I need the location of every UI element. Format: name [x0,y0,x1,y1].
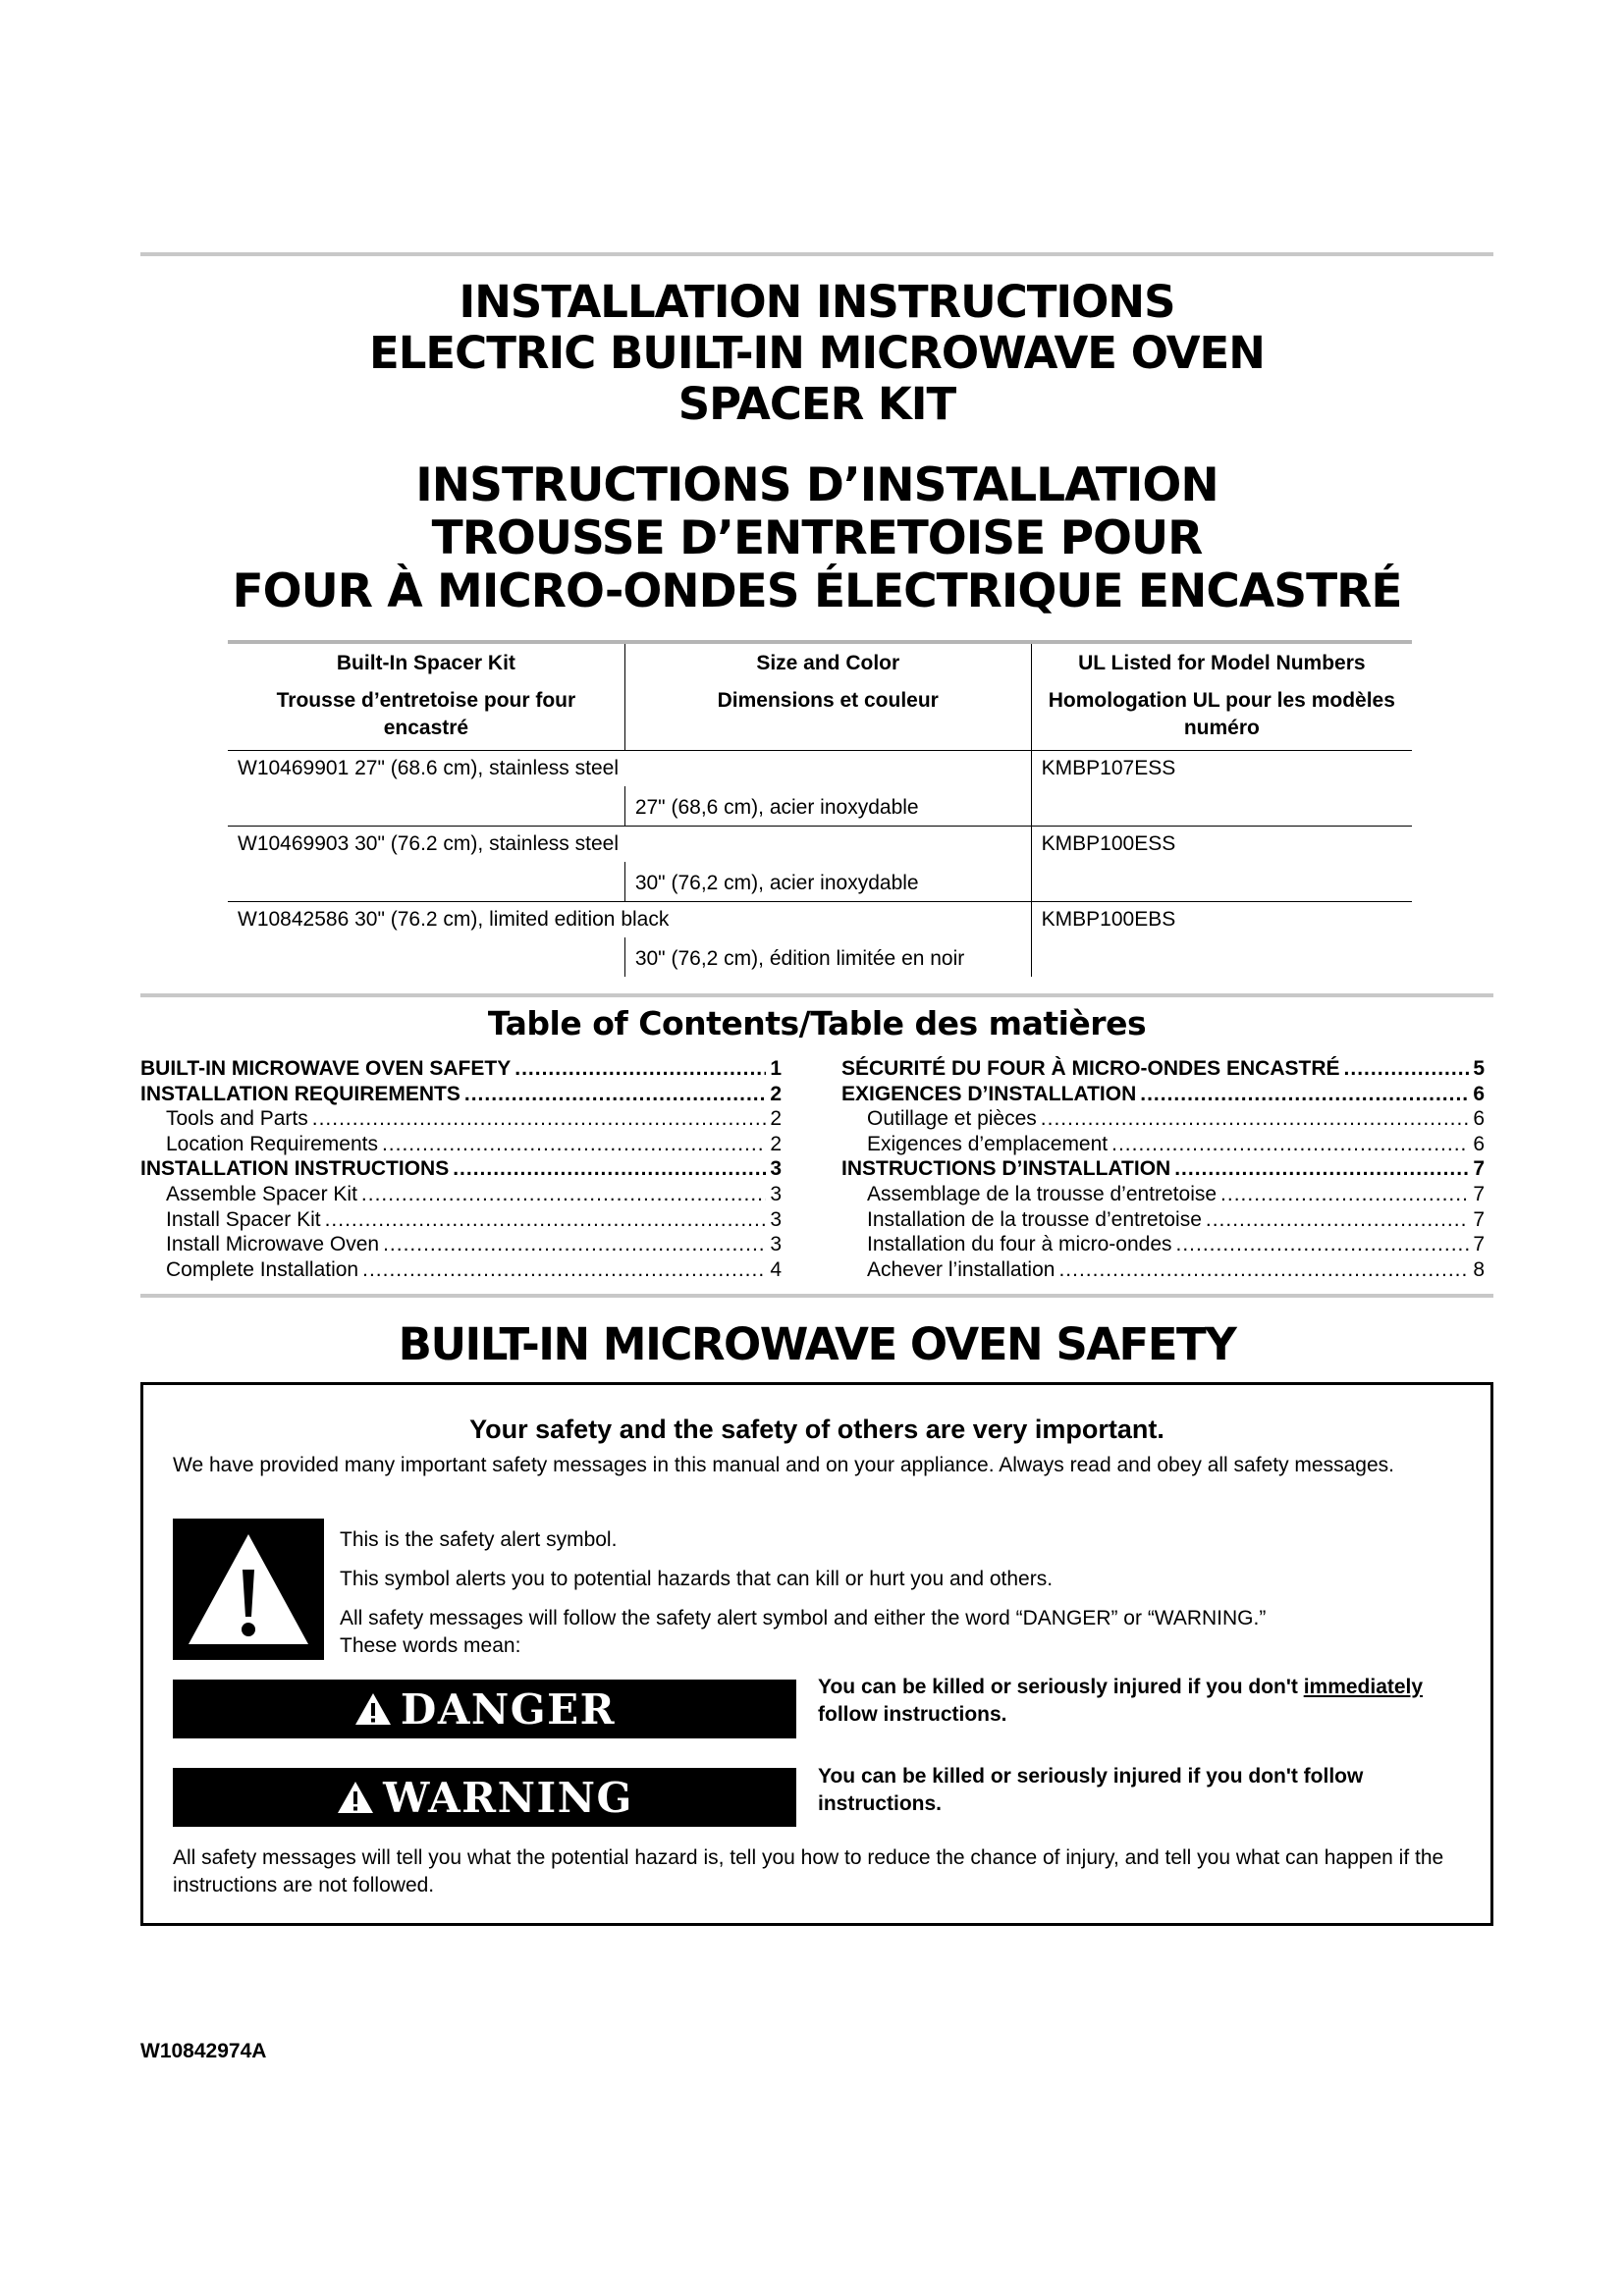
toc-leader-dots [1176,1232,1470,1257]
warning-alert-icon [336,1780,375,1815]
danger-text-emph: immediately [1303,1676,1424,1698]
header-ul: UL Listed for Model Numbers [1031,642,1412,685]
toc-entry[interactable] [841,1132,1485,1157]
toc-entry[interactable] [841,1207,1485,1233]
header-kit-fr: Trousse d’entretoise pour four encastré [228,685,624,751]
toc-entry[interactable] [140,1082,782,1107]
empty-cell [1031,937,1412,977]
toc-entry-label: Install Microwave Oven [166,1233,380,1256]
toc-entry-page: 2 [770,1132,782,1155]
toc-entry-page: 7 [1473,1233,1485,1256]
table-row [228,827,1412,863]
toc-leader-dots [1041,1106,1470,1132]
toc-leader-dots [1206,1207,1469,1233]
safety-heading: BUILT-IN MICROWAVE OVEN SAFETY [398,1318,1236,1370]
toc-entry-label: Installation du four à micro-ondes [867,1233,1172,1256]
toc-entry-label: Assemblage de la trousse d’entretoise [867,1182,1218,1205]
danger-label-bar [173,1680,796,1738]
kit-table-header-en [228,642,1412,685]
header-size: Size and Color [624,642,1031,685]
safety-alert-symbol-icon [173,1519,324,1660]
toc-entry-page: 6 [1473,1132,1485,1155]
alert-line-3: All safety messages will follow the safety alert symbol and either the word “DANGER” or “WARNING.” [340,1607,1267,1629]
toc-entry-page: 7 [1473,1157,1485,1181]
document-number: W10842974A [140,2040,267,2062]
danger-label: DANGER [400,1684,617,1734]
toc-leader-dots [361,1182,766,1207]
title-en-line-1: INSTALLATION INSTRUCTIONS [459,276,1175,328]
empty-cell [1031,786,1412,827]
danger-description [818,1674,1476,1729]
spacer-kit-table [228,640,1412,977]
alert-line-4: These words mean: [340,1634,521,1657]
toc-entry-label: INSTALLATION INSTRUCTIONS [140,1157,450,1181]
warning-label: WARNING [383,1773,633,1822]
safety-box-title: Your safety and the safety of others are very important. [469,1415,1164,1444]
toc-entry-label: EXIGENCES D’INSTALLATION [841,1082,1137,1105]
title-fr-line-1: INSTRUCTIONS D’INSTALLATION [415,458,1218,512]
toc-leader-dots [1140,1082,1469,1107]
toc-entry-page: 7 [1473,1182,1485,1205]
toc-bottom-divider [140,1294,1493,1298]
toc-entry-page: 2 [770,1082,782,1105]
toc-entry-page: 6 [1473,1107,1485,1131]
toc-entry-label: Exigences d’emplacement [867,1132,1109,1155]
toc-leader-dots [464,1082,766,1107]
empty-cell [1031,862,1412,902]
empty-cell [228,786,624,827]
toc-entry-page: 2 [770,1107,782,1131]
toc-entry-label: Install Spacer Kit [166,1207,321,1231]
toc-leader-dots [1220,1182,1469,1207]
toc-entry[interactable] [841,1182,1485,1207]
toc-entry-page: 7 [1473,1207,1485,1231]
toc-french [841,1056,1485,1282]
toc-entry[interactable] [140,1106,782,1132]
empty-cell [228,862,624,902]
size-fr-cell: 30" (76,2 cm), acier inoxydable [624,862,1031,902]
table-row [228,786,1412,827]
toc-english [140,1056,782,1282]
toc-entry[interactable] [140,1257,782,1283]
toc-title: Table of Contents/Table des matières [487,1004,1147,1042]
toc-entry-label: SÉCURITÉ DU FOUR À MICRO-ONDES ENCASTRÉ [841,1057,1340,1080]
alert-line-1: This is the safety alert symbol. [340,1528,618,1551]
empty-cell [228,937,624,977]
toc-entry-label: INSTALLATION REQUIREMENTS [140,1082,460,1105]
warning-label-bar [173,1768,796,1827]
toc-entry[interactable] [841,1056,1485,1082]
toc-leader-dots [514,1056,766,1082]
toc-leader-dots [1344,1056,1470,1082]
toc-entry-page: 8 [1473,1257,1485,1281]
toc-leader-dots [382,1132,766,1157]
toc-entry-label: Complete Installation [166,1257,359,1281]
safety-box [140,1382,1493,1926]
toc-leader-dots [362,1257,766,1283]
toc-entry-label: Achever l’installation [867,1257,1056,1281]
table-row [228,902,1412,938]
model-cell: KMBP100ESS [1041,832,1176,855]
warning-description: You can be killed or seriously injured if you don't follow instructions. [818,1765,1364,1815]
toc-entry[interactable] [841,1106,1485,1132]
alert-explanation [340,1526,1439,1660]
toc-entry[interactable] [140,1156,782,1182]
title-english [140,277,1493,430]
toc-entry-page: 1 [770,1057,782,1080]
toc-leader-dots [383,1232,766,1257]
toc-entry-page: 3 [770,1207,782,1231]
model-cell: KMBP107ESS [1041,757,1176,779]
toc-entry[interactable] [140,1182,782,1207]
danger-alert-icon [353,1691,393,1727]
toc-entry[interactable] [140,1207,782,1233]
toc-entry[interactable] [140,1232,782,1257]
alert-line-2: This symbol alerts you to potential hazards that can kill or hurt you and others. [340,1568,1054,1590]
toc-entry-page: 4 [770,1257,782,1281]
safety-footer: All safety messages will tell you what the potential hazard is, tell you how to reduce the chance of injury, and tell you what can happen if the instructions are not followed. [173,1846,1444,1896]
toc-entry[interactable] [841,1232,1485,1257]
toc-entry-page: 3 [770,1182,782,1205]
toc-entry[interactable] [841,1082,1485,1107]
toc-entry-label: Outillage et pièces [867,1107,1037,1131]
kit-table-header-fr [228,685,1412,751]
toc-leader-dots [1174,1156,1469,1182]
table-row [228,937,1412,977]
kit-cell: W10469901 27" (68.6 cm), stainless steel [228,751,1031,787]
size-fr-cell: 30" (76,2 cm), édition limitée en noir [624,937,1031,977]
toc-entry-page: 5 [1473,1057,1485,1080]
toc-leader-dots [453,1156,766,1182]
title-en-line-2: ELECTRIC BUILT-IN MICROWAVE OVEN [369,327,1265,379]
safety-intro: We have provided many important safety messages in this manual and on your appliance. Always read and obey all safety messages. [173,1454,1394,1476]
toc-entry[interactable] [140,1132,782,1157]
kit-cell: W10842586 30" (76.2 cm), limited edition black [228,902,1031,938]
title-en-line-3: SPACER KIT [677,378,956,430]
toc-top-divider [140,993,1493,997]
toc-entry-label: Installation de la trousse d’entretoise [867,1207,1202,1231]
danger-text-before: You can be killed or seriously injured if you don't [818,1676,1304,1698]
toc-entry-label: Tools and Parts [166,1107,308,1131]
danger-text-after: follow instructions. [818,1703,1007,1726]
title-fr-line-3: FOUR À MICRO-ONDES ÉLECTRIQUE ENCASTRÉ [232,564,1402,618]
table-row [228,862,1412,902]
toc-leader-dots [1058,1257,1469,1283]
toc-entry-label: BUILT-IN MICROWAVE OVEN SAFETY [140,1057,512,1080]
toc-entry[interactable] [140,1056,782,1082]
toc-leader-dots [1111,1132,1469,1157]
header-size-fr: Dimensions et couleur [624,685,1031,751]
size-fr-cell: 27" (68,6 cm), acier inoxydable [624,786,1031,827]
top-divider [140,252,1493,256]
model-cell: KMBP100EBS [1041,908,1176,931]
toc-entry-label: Location Requirements [166,1132,378,1155]
kit-cell: W10469903 30" (76.2 cm), stainless steel [228,827,1031,863]
toc-entry-page: 3 [770,1157,782,1181]
table-row [228,751,1412,787]
toc-entry-page: 6 [1473,1082,1485,1105]
toc-entry-page: 3 [770,1233,782,1256]
header-ul-fr: Homologation UL pour les modèles numéro [1031,685,1412,751]
toc-entry[interactable] [841,1156,1485,1182]
toc-entry-label: INSTRUCTIONS D’INSTALLATION [841,1157,1171,1181]
toc-leader-dots [312,1106,767,1132]
toc-entry[interactable] [841,1257,1485,1283]
title-fr-line-2: TROUSSE D’ENTRETOISE POUR [431,511,1203,565]
title-french [140,459,1493,618]
header-kit: Built-In Spacer Kit [228,642,624,685]
toc-leader-dots [325,1207,767,1233]
toc-entry-label: Assemble Spacer Kit [166,1182,357,1205]
